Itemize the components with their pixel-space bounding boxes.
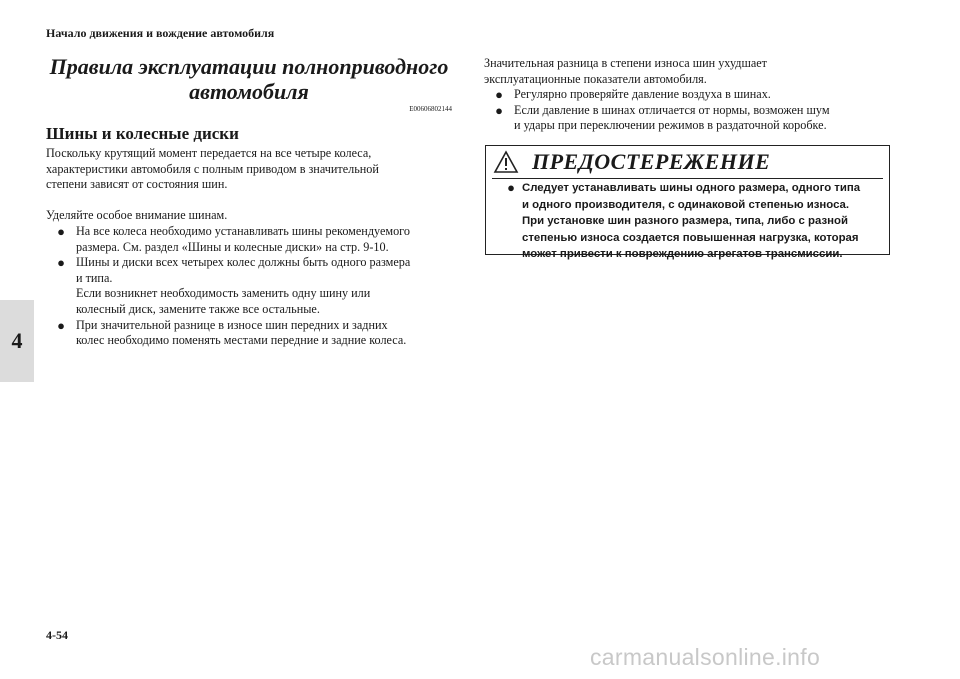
list-item-text: На все колеса необходимо устанавливать шины рекомендуемого размера. См. раздел «Шины и колесные диски» на стр. 9-10. [76, 223, 410, 254]
left-column [46, 146, 458, 349]
warning-triangle-icon [486, 146, 526, 178]
bullet-icon: ● [57, 255, 65, 271]
warning-header [486, 146, 889, 178]
right-intro-paragraph: Значительная разница в степени износа шин ухудшает эксплуатационные показатели автомобиля. [484, 56, 767, 86]
list-item-text: Если давление в шинах отличается от нормы, возможен шум и удары при переключении режимов в раздаточной коробке. [514, 102, 830, 133]
warning-text: Следует устанавливать шины одного размера, одного типа и одного производителя, с одинаковой степенью износа. При установке шин разного размера, типа, либо с разной степенью износа создается повышенная нагрузка, которая может привести к повреждению агрегатов трансмиссии. [522, 182, 861, 261]
tire-bullet-list [46, 224, 458, 349]
right-column [484, 56, 904, 134]
list-item [484, 87, 904, 103]
list-item-text: При значительной разнице в износе шин передних и задних колес необходимо поменять местами передние и задние колеса. [76, 317, 407, 348]
warning-box [485, 145, 890, 261]
bullet-icon: ● [57, 223, 65, 239]
watermark: carmanualsonline.info [590, 644, 821, 670]
bullet-icon: ● [507, 180, 515, 195]
list-item-text: Шины и диски всех четырех колес должны быть одного размера и типа. Если возникнет необходимость заменить одну шину или колесный диск, замените также все остальные. [76, 255, 411, 316]
chapter-tab [0, 300, 34, 382]
subheading: Шины и колесные диски [46, 124, 239, 143]
chapter-number: 4 [11, 328, 23, 353]
warning-body [500, 180, 880, 263]
article-title-line-2: автомобиля [189, 79, 309, 104]
list-item [46, 318, 458, 349]
bullet-icon: ● [495, 102, 503, 118]
pressure-bullet-list [484, 87, 904, 134]
bullet-icon: ● [57, 317, 65, 333]
list-item-text: Регулярно проверяйте давление воздуха в шинах. [514, 87, 771, 102]
article-title [46, 54, 452, 104]
warning-title: ПРЕДОСТЕРЕЖЕНИЕ [532, 149, 771, 174]
list-item [484, 103, 904, 134]
page-number: 4-54 [46, 628, 68, 642]
list-item [46, 255, 458, 317]
attention-paragraph: Уделяйте особое внимание шинам. [46, 208, 228, 223]
article-code: E00606802144 [409, 105, 452, 113]
list-item [500, 180, 880, 263]
bullet-icon: ● [495, 87, 503, 103]
intro-paragraph: Поскольку крутящий момент передается на все четыре колеса, характеристики автомобиля с полным приводом в значительной степени зависят от состояния шин. [46, 146, 379, 192]
warning-divider [492, 178, 883, 179]
list-item [46, 224, 458, 255]
running-header: Начало движения и вождение автомобиля [46, 26, 275, 40]
article-title-line-1: Правила эксплуатации полноприводного [49, 54, 449, 79]
